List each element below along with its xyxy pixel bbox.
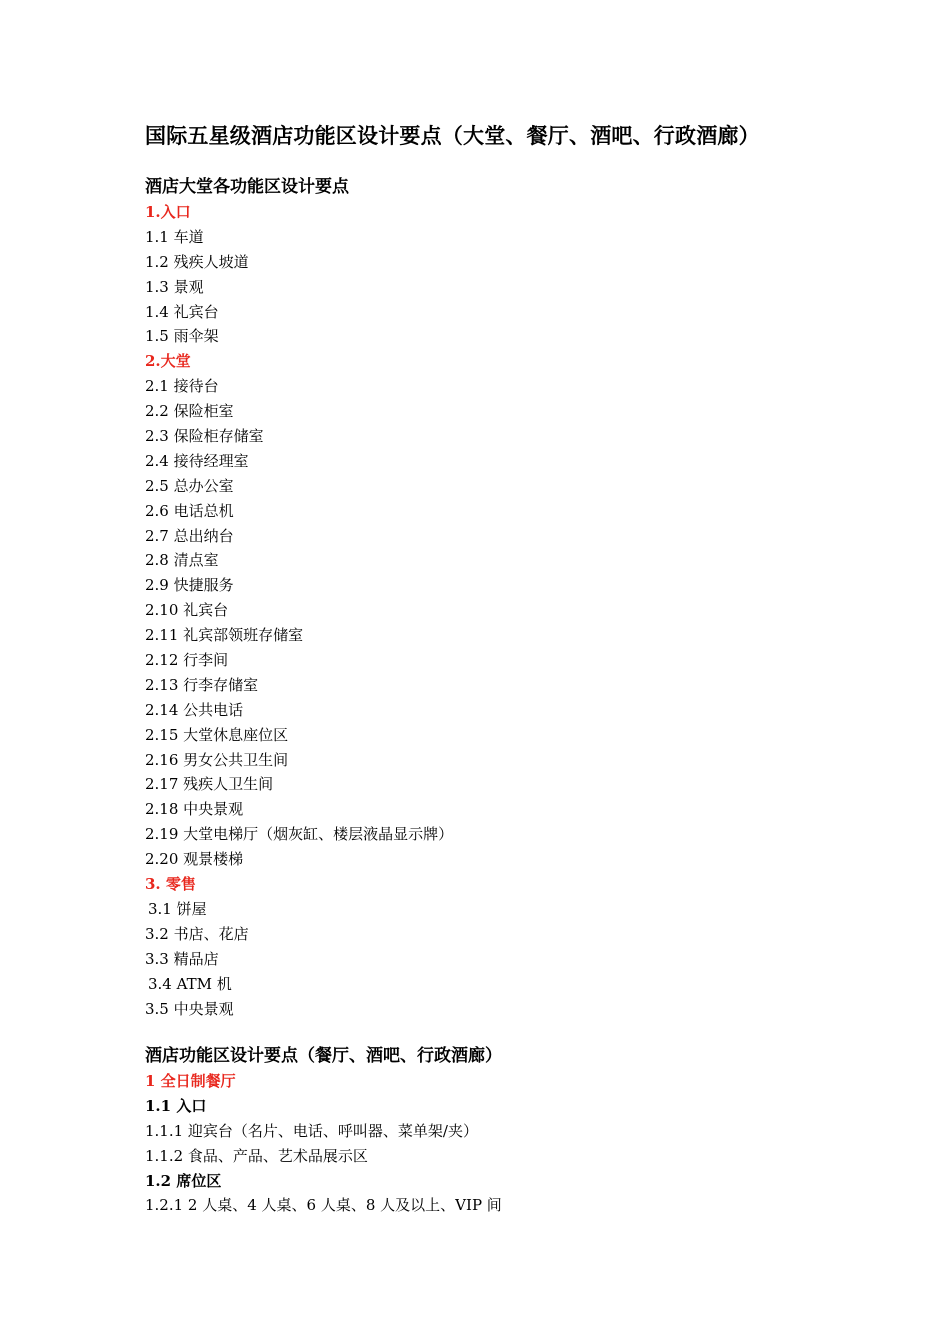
- list-item: 2.6 电话总机: [145, 501, 234, 520]
- list-item: 2.9 快捷服务: [145, 576, 234, 595]
- list-item: 2.7 总出纳台: [145, 526, 234, 545]
- category-retail: 3. 零售: [145, 875, 196, 894]
- list-item: 2.4 接待经理室: [145, 451, 249, 470]
- lobby-section: [145, 174, 453, 1021]
- list-item: 1.1 车道: [145, 227, 204, 246]
- dining-section-heading: 酒店功能区设计要点（餐厅、酒吧、行政酒廊）: [145, 1046, 502, 1066]
- list-item: 2.14 公共电话: [145, 700, 244, 719]
- list-item: 2.12 行李间: [145, 651, 229, 670]
- list-item: 1.1.2 食品、产品、艺术品展示区: [145, 1146, 368, 1165]
- category-all-day-dining: 1 全日制餐厅: [145, 1072, 236, 1090]
- list-item: 3.1 饼屋: [148, 899, 207, 918]
- lobby-section-heading: 酒店大堂各功能区设计要点: [145, 177, 349, 197]
- list-item: 3.3 精品店: [145, 949, 219, 968]
- dining-section: [145, 1043, 502, 1218]
- subcategory-entrance: 1.1 入口: [145, 1096, 207, 1115]
- list-item: 2.2 保险柜室: [145, 402, 234, 421]
- list-item: 3.2 书店、花店: [145, 924, 249, 943]
- list-item: 2.1 接待台: [145, 377, 219, 396]
- list-item: 2.16 男女公共卫生间: [145, 750, 289, 769]
- list-item: 2.3 保险柜存储室: [145, 427, 264, 446]
- list-item: 2.15 大堂休息座位区: [145, 725, 289, 744]
- list-item: 2.13 行李存储室: [145, 675, 259, 694]
- list-item: 2.18 中央景观: [145, 800, 244, 819]
- list-item: 2.8 清点室: [145, 551, 219, 570]
- category-lobby: 2.大堂: [145, 352, 191, 371]
- subcategory-seating: 1.2 席位区: [145, 1171, 222, 1190]
- list-item: 1.5 雨伞架: [145, 327, 219, 346]
- list-item: 2.10 礼宾台: [145, 601, 229, 620]
- list-item: 1.2.1 2 人桌、4 人桌、6 人桌、8 人及以上、VIP 间: [145, 1196, 502, 1215]
- list-item: 1.2 残疾人坡道: [145, 252, 249, 271]
- category-entrance: 1.入口: [145, 203, 191, 221]
- list-item: 2.11 礼宾部领班存储室: [145, 626, 304, 645]
- document-title: 国际五星级酒店功能区设计要点（大堂、餐厅、酒吧、行政酒廊）: [145, 123, 760, 148]
- list-item: 2.5 总办公室: [145, 476, 234, 495]
- list-item: 3.5 中央景观: [145, 999, 234, 1018]
- list-item: 3.4 ATM 机: [148, 974, 232, 993]
- list-item: 2.20 观景楼梯: [145, 850, 244, 869]
- list-item: 1.1.1 迎宾台（名片、电话、呼叫器、菜单架/夹）: [145, 1121, 478, 1140]
- list-item: 1.3 景观: [145, 277, 204, 296]
- list-item: 2.19 大堂电梯厅（烟灰缸、楼层液晶显示牌）: [145, 825, 454, 844]
- list-item: 1.4 礼宾台: [145, 302, 219, 321]
- list-item: 2.17 残疾人卫生间: [145, 775, 274, 794]
